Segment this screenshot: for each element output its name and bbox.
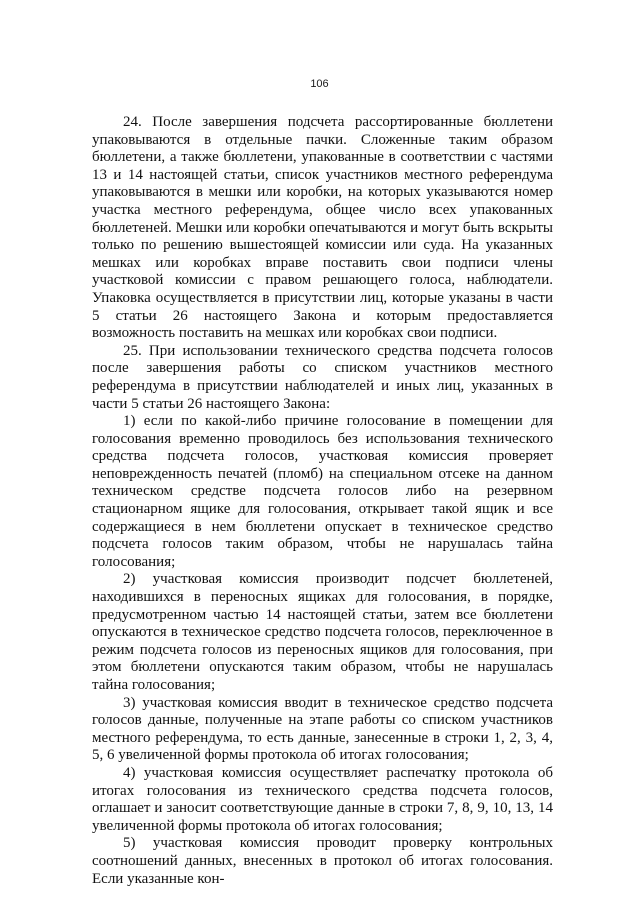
- paragraph-24: 24. После завершения подсчета рассортированные бюллетени упаковываются в отдельные пачки. Сложенные таким образом бюллетени, а также бюллетени, упакованные в соответствии с частями 13 и 14 настоящей статьи, список участников местного референдума упаковываются в мешки или коробки, на которых указываются номер участка местного референдума, общее число всех упакованных бюллетеней. Мешки или коробки опечатываются и могут быть вскрыты только по решению вышестоящей комиссии или суда. На указанных мешках или коробках вправе поставить свои подписи члены участковой комиссии с правом решающего голоса, наблюдатели. Упаковка осуществляется в присутствии лиц, которые указаны в части 5 статьи 26 настоящего Закона и которым предоставляется возможность поставить на мешках или коробках свои подписи.: [92, 114, 553, 342]
- paragraph-25: 25. При использовании технического средства подсчета голосов после завершения работы со списком участников местного референдума в присутствии наблюдателей и иных лиц, указанных в части 5 статьи 26 настоящего Закона:: [92, 342, 553, 412]
- list-item-5: 5) участковая комиссия проводит проверку контрольных соотношений данных, внесенных в протокол об итогах голосования. Если указанные кон-: [92, 835, 553, 887]
- page-number: 106: [310, 78, 329, 90]
- list-item-3: 3) участковая комиссия вводит в техническое средство подсчета голосов данные, полученные на этапе работы со списком участников местного референдума, то есть данные, занесенные в строки 1, 2, 3, 4, 5, 6 увеличенной формы протокола об итогах голосования;: [92, 694, 553, 764]
- list-item-1: 1) если по какой-либо причине голосование в помещении для голосования временно проводилось без использования технического средства подсчета голосов, участковая комиссия проверяет неповрежденность печатей (пломб) на специальном отсеке на данном техническом средстве подсчета голосов либо на резервном стационарном ящике для голосования, открывает такой ящик и все содержащиеся в нем бюллетени опускает в техническое средство подсчета голосов таким образом, чтобы не нарушалась тайна голосования;: [92, 413, 553, 570]
- list-item-2: 2) участковая комиссия производит подсчет бюллетеней, находившихся в переносных ящиках для голосования, в порядке, предусмотренном частью 14 настоящей статьи, затем все бюллетени опускаются в техническое средство подсчета голосов, переключенное в режим подсчета голосов из переносных ящиков для голосования, при этом бюллетени опускаются таким образом, чтобы не нарушалась тайна голосования;: [92, 571, 553, 693]
- document-body: [92, 114, 553, 888]
- list-item-4: 4) участковая комиссия осуществляет распечатку протокола об итогах голосования из технического средства подсчета голосов, оглашает и заносит соответствующие данные в строки 7, 8, 9, 10, 13, 14 увеличенной формы протокола об итогах голосования;: [92, 764, 553, 834]
